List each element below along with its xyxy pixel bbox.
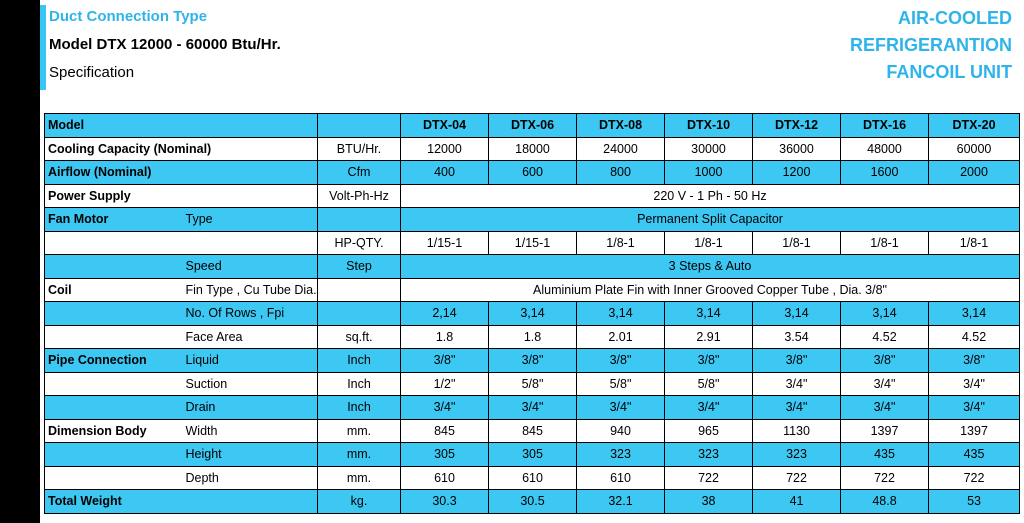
row-value-cell: 845 xyxy=(401,419,489,443)
model-header-cell: DTX-12 xyxy=(753,114,841,138)
row-group-label xyxy=(45,372,183,396)
row-unit-cell: Step xyxy=(318,255,401,279)
row-unit-cell: mm. xyxy=(318,419,401,443)
row-value-cell: 3,14 xyxy=(665,302,753,326)
row-group-label: Cooling Capacity (Nominal) xyxy=(45,137,318,161)
row-unit-cell: sq.ft. xyxy=(318,325,401,349)
row-value-cell: 3,14 xyxy=(753,302,841,326)
row-value-cell: 1/8-1 xyxy=(665,231,753,255)
model-header-cell: DTX-10 xyxy=(665,114,753,138)
row-value-cell: 3/8" xyxy=(665,349,753,373)
unit-title-line: REFRIGERANTION xyxy=(850,35,1012,55)
row-value-cell: 3/4" xyxy=(401,396,489,420)
row-value-cell: 3/8" xyxy=(841,349,929,373)
row-value-cell: 36000 xyxy=(753,137,841,161)
row-value-cell: 32.1 xyxy=(577,490,665,514)
model-header-cell: DTX-16 xyxy=(841,114,929,138)
row-param-label: Drain xyxy=(183,396,318,420)
row-unit-cell: Volt-Ph-Hz xyxy=(318,184,401,208)
row-value-cell: 3/4" xyxy=(753,372,841,396)
row-value-cell: 3/4" xyxy=(753,396,841,420)
row-unit-cell: HP-QTY. xyxy=(318,231,401,255)
row-value-cell: 3/8" xyxy=(753,349,841,373)
row-unit-cell: mm. xyxy=(318,443,401,467)
table-row xyxy=(45,349,1020,373)
model-header-cell: DTX-04 xyxy=(401,114,489,138)
row-value-cell: 1130 xyxy=(753,419,841,443)
row-value-cell: 3/8" xyxy=(929,349,1020,373)
row-value-cell: 30.5 xyxy=(489,490,577,514)
row-param-label: Fin Type , Cu Tube Dia. xyxy=(183,278,318,302)
row-value-cell: 18000 xyxy=(489,137,577,161)
row-unit-cell: mm. xyxy=(318,466,401,490)
table-row xyxy=(45,302,1020,326)
row-unit-cell: Inch xyxy=(318,349,401,373)
row-value-cell: 3/4" xyxy=(841,396,929,420)
row-param-label: Speed xyxy=(183,255,318,279)
row-unit-cell: BTU/Hr. xyxy=(318,137,401,161)
row-value-cell: 1/8-1 xyxy=(929,231,1020,255)
row-value-cell: 1000 xyxy=(665,161,753,185)
row-value-cell: 610 xyxy=(577,466,665,490)
row-value-cell: 2.91 xyxy=(665,325,753,349)
row-value-cell: 3/4" xyxy=(929,372,1020,396)
model-header-label: Model xyxy=(45,114,318,138)
row-unit-cell: Cfm xyxy=(318,161,401,185)
row-group-label xyxy=(45,302,183,326)
row-group-label xyxy=(45,466,183,490)
unit-title-line: AIR-COOLED xyxy=(898,8,1012,28)
row-value-cell: 5/8" xyxy=(665,372,753,396)
row-value-cell: 3/8" xyxy=(401,349,489,373)
row-value-cell: 1/15-1 xyxy=(489,231,577,255)
row-value-cell: 48000 xyxy=(841,137,929,161)
table-row xyxy=(45,419,1020,443)
row-value-cell: 30000 xyxy=(665,137,753,161)
table-row xyxy=(45,161,1020,185)
table-row xyxy=(45,396,1020,420)
row-value-cell: 4.52 xyxy=(929,325,1020,349)
row-value-cell: 1.8 xyxy=(401,325,489,349)
row-value-cell: 30.3 xyxy=(401,490,489,514)
row-value-cell: 610 xyxy=(401,466,489,490)
table-row xyxy=(45,443,1020,467)
connection-type-subtitle: Duct Connection Type xyxy=(49,8,208,25)
row-param-label: Depth xyxy=(183,466,318,490)
row-value-cell: 48.8 xyxy=(841,490,929,514)
row-value-cell: 3,14 xyxy=(489,302,577,326)
row-value-cell: 722 xyxy=(929,466,1020,490)
unit-title-line: FANCOIL UNIT xyxy=(886,62,1012,82)
row-value-cell: 53 xyxy=(929,490,1020,514)
row-group-label: Dimension Body xyxy=(45,419,183,443)
row-value-cell: 1600 xyxy=(841,161,929,185)
row-group-label: Power Supply xyxy=(45,184,318,208)
row-span-value: Aluminium Plate Fin with Inner Grooved Copper Tube , Dia. 3/8" xyxy=(401,278,1020,302)
row-value-cell: 60000 xyxy=(929,137,1020,161)
row-unit-cell: kg. xyxy=(318,490,401,514)
row-value-cell: 600 xyxy=(489,161,577,185)
row-value-cell: 3/4" xyxy=(841,372,929,396)
row-value-cell: 305 xyxy=(489,443,577,467)
row-group-label xyxy=(45,231,318,255)
table-row xyxy=(45,372,1020,396)
row-value-cell: 323 xyxy=(577,443,665,467)
row-unit-cell xyxy=(318,278,401,302)
row-param-label: No. Of Rows , Fpi xyxy=(183,302,318,326)
model-range-title: Model DTX 12000 - 60000 Btu/Hr. xyxy=(49,36,281,53)
row-group-label: Coil xyxy=(45,278,183,302)
row-value-cell: 1/8-1 xyxy=(753,231,841,255)
row-value-cell: 1/15-1 xyxy=(401,231,489,255)
row-param-label: Face Area xyxy=(183,325,318,349)
row-param-label: Suction xyxy=(183,372,318,396)
table-header-row xyxy=(45,114,1020,138)
row-value-cell: 722 xyxy=(665,466,753,490)
row-value-cell: 1200 xyxy=(753,161,841,185)
table-row xyxy=(45,208,1020,232)
row-value-cell: 1/8-1 xyxy=(841,231,929,255)
header-accent-bar xyxy=(40,5,46,90)
row-value-cell: 24000 xyxy=(577,137,665,161)
row-value-cell: 965 xyxy=(665,419,753,443)
row-value-cell: 2,14 xyxy=(401,302,489,326)
row-value-cell: 38 xyxy=(665,490,753,514)
row-value-cell: 435 xyxy=(841,443,929,467)
row-value-cell: 610 xyxy=(489,466,577,490)
row-value-cell: 3/4" xyxy=(665,396,753,420)
table-row xyxy=(45,137,1020,161)
row-unit-cell: Inch xyxy=(318,396,401,420)
table-row xyxy=(45,490,1020,514)
row-group-label xyxy=(45,443,183,467)
row-value-cell: 722 xyxy=(753,466,841,490)
row-value-cell: 1397 xyxy=(841,419,929,443)
row-value-cell: 4.52 xyxy=(841,325,929,349)
specification-table xyxy=(44,113,1020,514)
row-value-cell: 3/4" xyxy=(489,396,577,420)
row-group-label: Pipe Connection xyxy=(45,349,183,373)
row-span-value: Permanent Split Capacitor xyxy=(401,208,1020,232)
row-value-cell: 3/8" xyxy=(577,349,665,373)
row-value-cell: 1.8 xyxy=(489,325,577,349)
table-row xyxy=(45,466,1020,490)
row-value-cell: 435 xyxy=(929,443,1020,467)
row-value-cell: 3/4" xyxy=(577,396,665,420)
row-value-cell: 2000 xyxy=(929,161,1020,185)
row-value-cell: 722 xyxy=(841,466,929,490)
row-value-cell: 5/8" xyxy=(489,372,577,396)
unit-header-cell xyxy=(318,114,401,138)
left-black-bar xyxy=(0,0,40,523)
row-group-label: Fan Motor xyxy=(45,208,183,232)
row-value-cell: 2.01 xyxy=(577,325,665,349)
row-value-cell: 41 xyxy=(753,490,841,514)
row-value-cell: 305 xyxy=(401,443,489,467)
row-group-label xyxy=(45,396,183,420)
model-header-cell: DTX-06 xyxy=(489,114,577,138)
unit-type-title xyxy=(850,5,1012,86)
model-header-cell: DTX-08 xyxy=(577,114,665,138)
row-value-cell: 5/8" xyxy=(577,372,665,396)
row-unit-cell xyxy=(318,208,401,232)
table-row xyxy=(45,184,1020,208)
table-row xyxy=(45,325,1020,349)
model-header-cell: DTX-20 xyxy=(929,114,1020,138)
row-unit-cell xyxy=(318,302,401,326)
row-param-label: Type xyxy=(183,208,318,232)
row-unit-cell: Inch xyxy=(318,372,401,396)
row-value-cell: 3,14 xyxy=(841,302,929,326)
row-value-cell: 1397 xyxy=(929,419,1020,443)
row-param-label: Width xyxy=(183,419,318,443)
row-group-label xyxy=(45,255,183,279)
row-group-label: Airflow (Nominal) xyxy=(45,161,318,185)
specification-label: Specification xyxy=(49,64,135,81)
row-value-cell: 3,14 xyxy=(929,302,1020,326)
row-value-cell: 1/2" xyxy=(401,372,489,396)
row-value-cell: 323 xyxy=(665,443,753,467)
row-value-cell: 3.54 xyxy=(753,325,841,349)
row-group-label xyxy=(45,325,183,349)
row-value-cell: 400 xyxy=(401,161,489,185)
row-value-cell: 3/4" xyxy=(929,396,1020,420)
row-span-value: 3 Steps & Auto xyxy=(401,255,1020,279)
row-param-label: Liquid xyxy=(183,349,318,373)
table-row xyxy=(45,231,1020,255)
row-value-cell: 3,14 xyxy=(577,302,665,326)
row-value-cell: 1/8-1 xyxy=(577,231,665,255)
specification-table-body xyxy=(45,114,1020,514)
row-span-value: 220 V - 1 Ph - 50 Hz xyxy=(401,184,1020,208)
row-value-cell: 845 xyxy=(489,419,577,443)
row-value-cell: 3/8" xyxy=(489,349,577,373)
row-value-cell: 323 xyxy=(753,443,841,467)
row-value-cell: 940 xyxy=(577,419,665,443)
table-row xyxy=(45,278,1020,302)
row-value-cell: 12000 xyxy=(401,137,489,161)
row-value-cell: 800 xyxy=(577,161,665,185)
table-row xyxy=(45,255,1020,279)
row-group-label: Total Weight xyxy=(45,490,318,514)
row-param-label: Height xyxy=(183,443,318,467)
